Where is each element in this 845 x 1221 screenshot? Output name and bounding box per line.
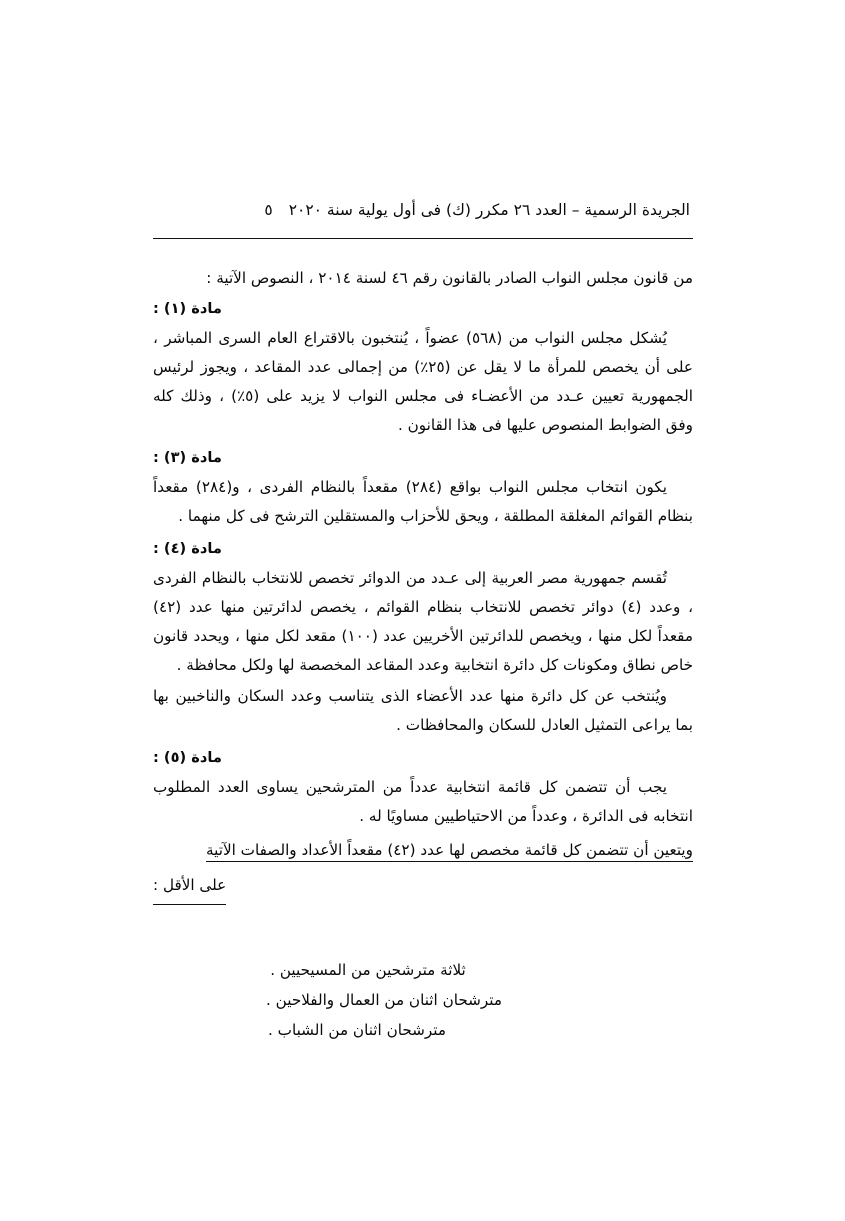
intro-paragraph: من قانون مجلس النواب الصادر بالقانون رقم ٤٦ لسنة ٢٠١٤ ، النصوص الآتية : xyxy=(206,269,693,287)
article-4-paragraph-2: ويُنتخب عن كل دائرة منها عدد الأعضاء الذى يتناسب وعدد السكان والناخبين بها بما يراعى التمثيل العادل للسكان والمحافظات . xyxy=(153,687,693,734)
requirement-item-2: مترشحان اثنان من العمال والفلاحين . xyxy=(266,991,502,1009)
article-3-paragraph-1: يكون انتخاب مجلس النواب بواقع (٢٨٤) مقعداً بالنظام الفردى ، و(٢٨٤) مقعداً بنظام القوائم المغلقة المطلقة ، ويحق للأحزاب والمستقلين الترشح فى كل منهما . xyxy=(153,478,693,525)
page-number: ٥ xyxy=(264,201,273,219)
article-block-3 xyxy=(153,444,693,531)
requirement-item-1: ثلاثة مترشحين من المسيحيين . xyxy=(270,961,466,979)
underlined-statement-block xyxy=(153,835,693,905)
header-line xyxy=(155,200,690,221)
article-heading-3: مادة (٣) : xyxy=(153,449,222,466)
article-1-paragraph-1: يُشكل مجلس النواب من (٥٦٨) عضواً ، يُنتخبون بالاقتراع العام السرى المباشر ، على أن يخصص للمرأة ما لا يقل عن (٢٥٪) من إجمالى عدد المقاعد ، ويجوز لرئيس الجمهورية تعيين عـدد من الأعضـاء فى مجلس النواب لا يزيد على (٥٪) ، وذلك كله وفق الضوابط المنصوص عليها فى هذا القانون . xyxy=(153,329,693,434)
article-heading-4: مادة (٤) : xyxy=(153,540,222,557)
underlined-statement-line-1-wrap xyxy=(153,835,693,866)
underlined-statement-line-2: على الأقل : xyxy=(153,868,226,905)
header-title: الجريدة الرسمية – العدد ٢٦ مكرر (ك) فى أول يولية سنة ٢٠٢٠ xyxy=(288,201,690,219)
header-divider-rule xyxy=(153,238,693,239)
article-4-paragraph-1: تُقسم جمهورية مصر العربية إلى عـدد من الدوائر تخصص للانتخاب بالنظام الفردى ، وعدد (٤) دوائر تخصص للانتخاب بنظام القوائم ، يخصص لدائرتين منها عدد (٤٢) مقعداً لكل منها ، ويخصص للدائرتين الأخريين عدد (١٠٠) مقعد لكل منها ، ويحدد قانون خاص نطاق ومكونات كل دائرة انتخابية وعدد المقاعد المخصصة لها ولكل محافظة . xyxy=(153,569,693,674)
requirement-item-3: مترشحان اثنان من الشباب . xyxy=(268,1021,446,1039)
page-header xyxy=(155,200,690,221)
article-block-1 xyxy=(153,295,693,440)
article-heading-1: مادة (١) : xyxy=(153,300,222,317)
article-5-paragraph-1: يجب أن تتضمن كل قائمة انتخابية عدداً من المترشحين يساوى العدد المطلوب انتخابه فى الدائرة ، وعدداً من الاحتياطيين مساويًا له . xyxy=(153,778,693,825)
underlined-statement-line-1: ويتعين أن تتضمن كل قائمة مخصص لها عدد (٤٢) مقعداً الأعداد والصفات الآتية xyxy=(206,841,693,862)
document-body xyxy=(153,264,693,909)
underlined-statement-line-2-wrap xyxy=(153,868,693,905)
article-block-4 xyxy=(153,535,693,740)
requirements-list xyxy=(153,955,693,1045)
article-heading-5: مادة (٥) : xyxy=(153,749,222,766)
article-block-5 xyxy=(153,744,693,831)
